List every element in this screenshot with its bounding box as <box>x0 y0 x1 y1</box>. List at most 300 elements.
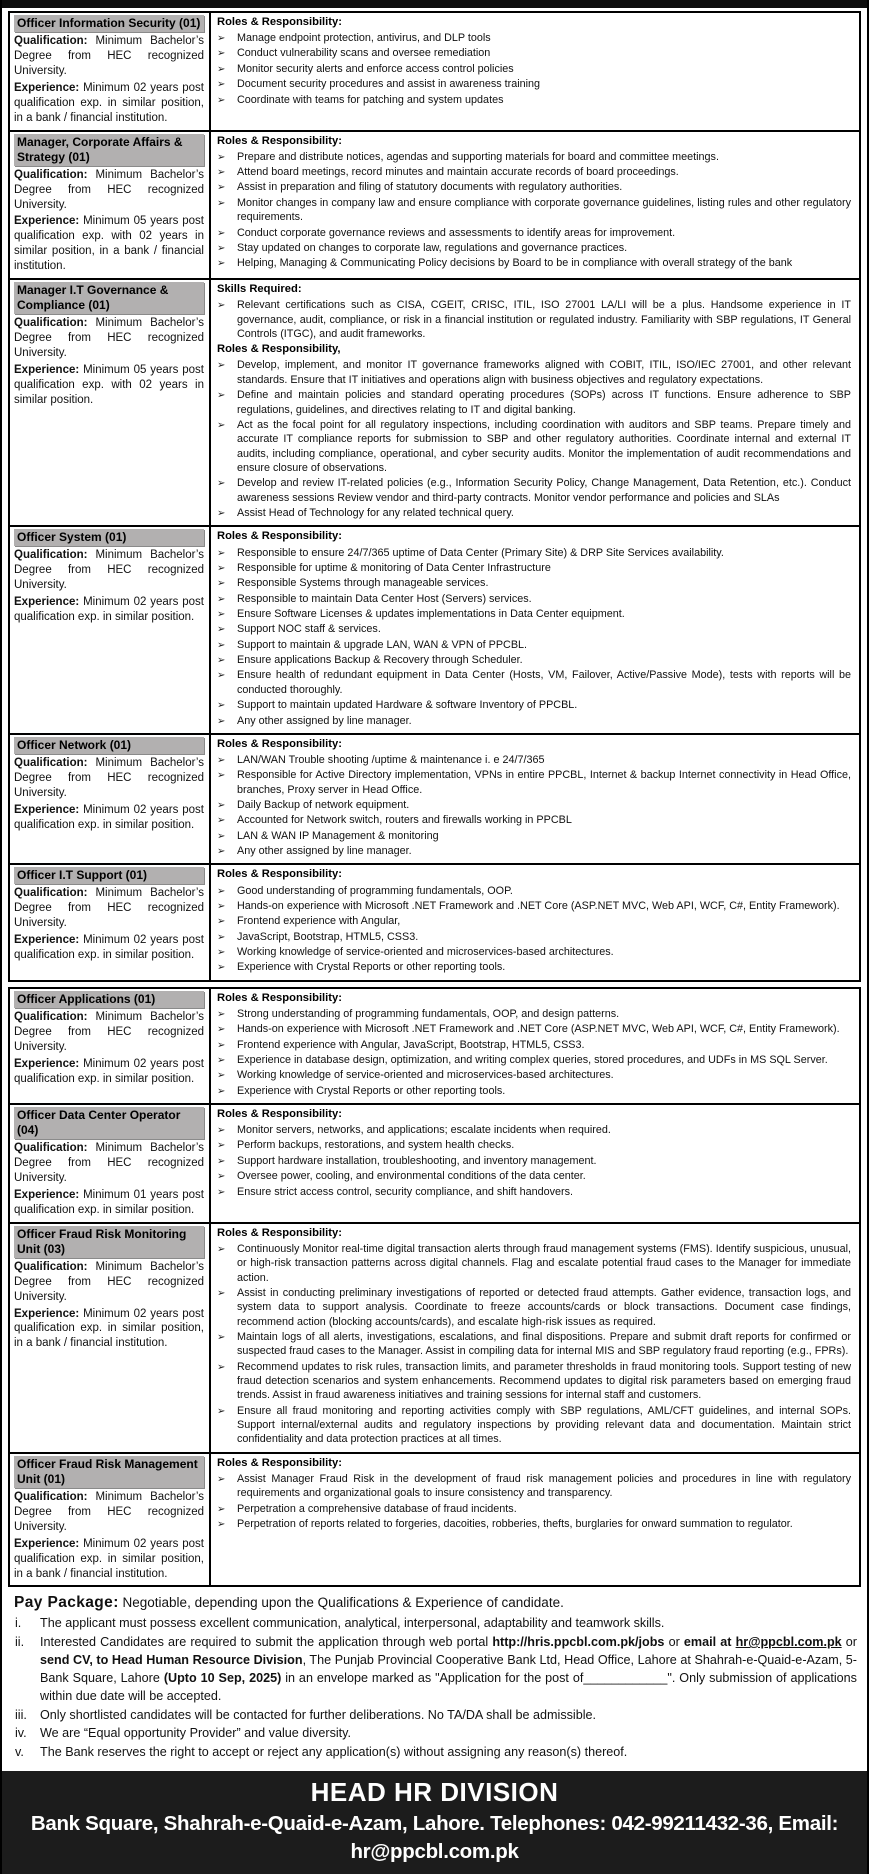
experience-label: Experience: <box>14 803 80 816</box>
bullet-text: Working knowledge of service-oriented and microservices-based architectures. <box>237 1069 614 1082</box>
roles-cell <box>211 1105 859 1222</box>
bullet-text: Ensure health of redundant equipment in Data Center (Hosts, VM, Failover, Active/Passive Mode), tests with reports will be conducted thoroughly. <box>237 669 851 696</box>
arrow-bullet-icon: ➢ <box>217 1155 226 1167</box>
section-heading: Roles & Responsibility: <box>217 1226 342 1239</box>
experience-line <box>14 803 204 833</box>
arrow-bullet-icon: ➢ <box>217 419 226 431</box>
bullet-item <box>217 607 851 621</box>
bullet-item <box>217 506 851 520</box>
bullet-text: Strong understanding of programming fundamentals, OOP, and design patterns. <box>237 1007 620 1020</box>
bullet-item <box>217 62 851 76</box>
bullet-item <box>217 546 851 560</box>
note-ii <box>12 1634 857 1706</box>
arrow-bullet-icon: ➢ <box>217 947 226 959</box>
experience-line <box>14 1057 204 1087</box>
bullet-text: Ensure applications Backup & Recovery through Scheduler. <box>237 654 523 667</box>
position-cell <box>10 1454 211 1586</box>
experience-text: Minimum 02 years post qualification exp. in similar position. <box>14 596 204 624</box>
bullet-item <box>217 945 851 959</box>
bullet-item <box>217 256 851 270</box>
experience-line <box>14 1307 204 1352</box>
bullet-text: Relevant certifications such as CISA, CGEIT, CRISC, ITIL, ISO 27001 LA/LI will be a plus. Handsome experience in IT governance, audit, compliance, or risk in a financial institution or regulated industry. Familiarity with SBP regulations, IT General Controls (ITGC), and audit frameworks. <box>237 299 851 341</box>
bullet-item <box>217 31 851 45</box>
experience-label: Experience: <box>14 1188 80 1201</box>
note-segment: or <box>664 1635 684 1650</box>
arrow-bullet-icon: ➢ <box>217 815 226 827</box>
arrow-bullet-icon: ➢ <box>217 962 226 974</box>
bullet-text: Monitor security alerts and enforce access control policies <box>237 62 514 75</box>
qualification-text: Minimum Bachelor’s Degree from HEC recognized University. <box>14 317 204 360</box>
section-heading: Roles & Responsibility: <box>217 134 342 147</box>
position-cell <box>10 735 211 864</box>
arrow-bullet-icon: ➢ <box>217 639 226 651</box>
arrow-bullet-icon: ➢ <box>217 1125 226 1137</box>
note-segment: in an envelope marked as "Application for the post of____________". Only submission of applications within due date will be accepted. <box>40 1670 857 1703</box>
experience-label: Experience: <box>14 1537 80 1550</box>
arrow-bullet-icon: ➢ <box>217 1361 226 1373</box>
bullet-text: Define and maintain policies and standard operating procedures (SOPs) across IT functions. Ensure adherence to SBP regulations, guidelines, and directives relating to IT and digital banking. <box>237 389 851 416</box>
position-cell <box>10 865 211 979</box>
bullet-item <box>217 698 851 712</box>
bullet-item <box>217 930 851 944</box>
job-table-block-1 <box>8 11 861 982</box>
hr-division-title: HEAD HR DIVISION <box>310 1777 559 1808</box>
bullet-text: Experience with Crystal Reports or other reporting tools. <box>237 961 506 974</box>
qualification-text: Minimum Bachelor’s Degree from HEC recognized University. <box>14 1490 204 1533</box>
bullet-text: Experience with Crystal Reports or other reporting tools. <box>237 1084 506 1097</box>
experience-text: Minimum 02 years post qualification exp. in similar position, in a bank / financial institution. <box>14 1307 204 1350</box>
arrow-bullet-icon: ➢ <box>217 48 226 60</box>
bullet-item <box>217 1360 851 1403</box>
bullet-item <box>217 165 851 179</box>
experience-label: Experience: <box>14 934 80 947</box>
roles-cell <box>211 989 859 1103</box>
bullet-text: Assist Manager Fraud Risk in the development of fraud risk management policies and procedures in line with regulatory requirements and organizational goals to insure consistency and transparency. <box>237 1472 851 1500</box>
arrow-bullet-icon: ➢ <box>217 800 226 812</box>
note-text: The applicant must possess excellent communication, analytical, interpersonal, adaptability and teamwork skills. <box>40 1616 665 1631</box>
bullet-text: Daily Backup of network equipment. <box>237 799 410 812</box>
bullet-text: Responsible to ensure 24/7/365 uptime of Data Center (Primary Site) & DRP Site Services availability. <box>237 546 724 559</box>
qualification-label: Qualification: <box>14 317 88 330</box>
bullet-item <box>217 914 851 928</box>
position-title: Officer Fraud Risk Management Unit (01) <box>14 1456 204 1488</box>
deadline-date: (Upto 10 Sep, 2025) <box>163 1670 282 1685</box>
qualification-label: Qualification: <box>14 887 88 900</box>
bullet-item <box>217 844 851 858</box>
arrow-bullet-icon: ➢ <box>217 151 226 163</box>
arrow-bullet-icon: ➢ <box>217 770 226 782</box>
table-row <box>10 525 859 732</box>
arrow-bullet-icon: ➢ <box>217 390 226 402</box>
note-iv <box>12 1725 857 1743</box>
bullet-item <box>217 576 851 590</box>
bullet-text: Ensure all fraud monitoring and reporting activities comply with SBP regulations, AML/CFT guidelines, and internal SOPs. Support internal/external audits and regulatory inspections by providing relevant data and documentation. Maintain strict confidentiality and data protection practices at all times. <box>237 1404 851 1446</box>
note-segment: email at <box>683 1635 736 1650</box>
bullet-text: Hands-on experience with Microsoft .NET Framework and .NET Core (ASP.NET MVC, Web API, WCF, C#, Entity Framework). <box>237 899 840 912</box>
bullet-item <box>217 241 851 255</box>
arrow-bullet-icon: ➢ <box>217 1085 226 1097</box>
note-text: The Bank reserves the right to accept or reject any application(s) without assigning any reason(s) thereof. <box>40 1745 628 1760</box>
bullet-item <box>217 753 851 767</box>
bullet-text: Attend board meetings, record minutes and maintain accurate records of board proceedings. <box>237 166 679 179</box>
experience-text: Minimum 05 years post qualification exp. with 02 years in similar position, in a bank / financial institution. <box>14 215 204 273</box>
roles-cell <box>211 865 859 979</box>
arrow-bullet-icon: ➢ <box>217 916 226 928</box>
arrow-bullet-icon: ➢ <box>217 593 226 605</box>
note-iii <box>12 1707 857 1725</box>
arrow-bullet-icon: ➢ <box>217 1024 226 1036</box>
bullet-text: Responsible for uptime & monitoring of Data Center Infrastructure <box>237 561 551 574</box>
arrow-bullet-icon: ➢ <box>217 1287 226 1299</box>
arrow-bullet-icon: ➢ <box>217 1405 226 1417</box>
bullet-item <box>217 1242 851 1285</box>
qualification-text: Minimum Bachelor’s Degree from HEC recognized University. <box>14 887 204 930</box>
section-heading: Roles & Responsibility: <box>217 16 342 28</box>
experience-label: Experience: <box>14 596 80 609</box>
position-title: Officer I.T Support (01) <box>14 867 204 884</box>
experience-line <box>14 363 204 408</box>
qualification-line <box>14 1141 204 1186</box>
arrow-bullet-icon: ➢ <box>217 931 226 943</box>
experience-line <box>14 81 204 126</box>
bullet-item <box>217 1472 851 1501</box>
qualification-label: Qualification: <box>14 1142 88 1155</box>
position-title: Officer Applications (01) <box>14 991 204 1008</box>
arrow-bullet-icon: ➢ <box>217 1519 226 1531</box>
arrow-bullet-icon: ➢ <box>217 1473 226 1485</box>
bullet-text: Responsible for Active Directory implementation, VPNs in entire PPCBL, Internet & backup Internet connectivity in Head Office, branches, Proxy server in Head Office. <box>237 769 851 796</box>
arrow-bullet-icon: ➢ <box>217 94 226 106</box>
note-i <box>12 1615 857 1633</box>
position-title: Officer Fraud Risk Monitoring Unit (03) <box>14 1226 204 1258</box>
footer-notes <box>8 1587 861 1768</box>
bullet-item <box>217 768 851 797</box>
bullet-item <box>217 1123 851 1137</box>
section-heading: Skills Required: <box>217 283 302 296</box>
bullet-item <box>217 358 851 387</box>
bullet-item <box>217 1068 851 1082</box>
arrow-bullet-icon: ➢ <box>217 1140 226 1152</box>
bullet-item <box>217 46 851 60</box>
qualification-text: Minimum Bachelor’s Degree from HEC recognized University. <box>14 756 204 799</box>
bullet-text: Develop, implement, and monitor IT governance frameworks aligned with COBIT, ITIL, ISO/IEC 27001, and other relevant standards. Ensure that IT initiatives and operations align with business objectives and regulatory expectations. <box>237 359 851 386</box>
arrow-bullet-icon: ➢ <box>217 258 226 270</box>
experience-text: Minimum 02 years post qualification exp. in similar position. <box>14 1057 204 1085</box>
arrow-bullet-icon: ➢ <box>217 33 226 45</box>
bullet-item <box>217 1286 851 1329</box>
arrow-bullet-icon: ➢ <box>217 1186 226 1198</box>
section-heading: Roles & Responsibility, <box>217 343 341 356</box>
bullet-item <box>217 476 851 505</box>
position-cell <box>10 527 211 732</box>
bullet-item <box>217 960 851 974</box>
arrow-bullet-icon: ➢ <box>217 300 226 312</box>
bullet-item <box>217 714 851 728</box>
bullet-item <box>217 388 851 417</box>
bullet-text: Continuously Monitor real-time digital transaction alerts through fraud management systems (FMS). Identify suspicious, unusual, or high-risk transaction patterns across digital channels. Flag and escalate potential fraud cases to the Manager for immediate action. <box>237 1242 851 1284</box>
bullet-text: Helping, Managing & Communicating Policy decisions by Board to be in compliance with overall strategy of the bank <box>237 257 793 270</box>
bullet-item <box>217 668 851 697</box>
experience-line <box>14 1188 204 1218</box>
arrow-bullet-icon: ➢ <box>217 227 226 239</box>
pay-package-line <box>14 1592 857 1614</box>
bullet-text: Assist in conducting preliminary investigations of reported or detected fraud attempts. Gather evidence, transaction logs, and system data to support analysis. Coordinate to freeze accounts/cards or block transactions. Document case findings, recommend action (blocking accounts/cards), and escalate high-risk issues as required. <box>237 1286 851 1328</box>
roles-cell <box>211 735 859 864</box>
note-segment: Interested Candidates are required to submit the application through web portal <box>40 1635 493 1650</box>
bullet-text: Any other assigned by line manager. <box>237 845 412 858</box>
bullet-text: Working knowledge of service-oriented and microservices-based architectures. <box>237 946 614 959</box>
experience-label: Experience: <box>14 364 80 376</box>
table-row <box>10 733 859 864</box>
note-number: v. <box>15 1745 24 1760</box>
bullet-text: Accounted for Network switch, routers and firewalls working in PPCBL <box>237 814 572 827</box>
bullet-text: Act as the focal point for all regulatory inspections, including coordination with auditors and SBP teams. Prepare timely and accurate IT compliance reports for submission to SBP and other regulatory authorities. Coordinate internal and external IT audits, including compliance, operational, and cyber security audits. Monitor the implementation of audit recommendations and ensure closure of observations. <box>237 418 851 474</box>
ad-content <box>2 8 867 1768</box>
position-cell <box>10 132 211 279</box>
arrow-bullet-icon: ➢ <box>217 900 226 912</box>
qualification-line <box>14 168 204 213</box>
bullet-item <box>217 196 851 225</box>
bullet-item <box>217 93 851 107</box>
bullet-item <box>217 1007 851 1021</box>
note-v <box>12 1744 857 1762</box>
bullet-item <box>217 1330 851 1359</box>
qualification-text: Minimum Bachelor’s Degree from HEC recognized University. <box>14 1010 204 1053</box>
arrow-bullet-icon: ➢ <box>217 1008 226 1020</box>
qualification-line <box>14 886 204 931</box>
bullet-text: LAN/WAN Trouble shooting /uptime & maintenance i. e 24/7/365 <box>237 753 545 766</box>
note-segment: or <box>841 1635 857 1650</box>
qualification-label: Qualification: <box>14 1260 88 1273</box>
arrow-bullet-icon: ➢ <box>217 197 226 209</box>
bullet-item <box>217 1022 851 1036</box>
bullet-text: Responsible to maintain Data Center Host (Servers) services. <box>237 592 532 605</box>
bullet-item <box>217 1038 851 1052</box>
experience-label: Experience: <box>14 215 80 228</box>
qualification-line <box>14 34 204 79</box>
experience-label: Experience: <box>14 1057 80 1070</box>
position-title: Manager, Corporate Affairs & Strategy (01) <box>14 134 204 166</box>
qualification-label: Qualification: <box>14 756 88 769</box>
bullet-text: Support NOC staff & services. <box>237 623 381 636</box>
bullet-text: Coordinate with teams for patching and system updates <box>237 93 504 106</box>
note-segment: send CV, to Head Human Resource Division <box>40 1652 303 1667</box>
bullet-text: Responsible Systems through manageable services. <box>237 577 489 590</box>
note-number: i. <box>15 1616 22 1631</box>
note-number: iii. <box>15 1707 27 1722</box>
experience-line <box>14 214 204 274</box>
bullet-text: Maintain logs of all alerts, investigations, escalations, and final dispositions. Prepare and submit draft reports for confirmed or suspected fraud cases to the Manager. Assist in compiling data for internal MIS and SBP regulatory fraud reporting (e.g., FPRs). <box>237 1330 851 1358</box>
pay-package-text: Negotiable, depending upon the Qualifications & Experience of candidate. <box>118 1595 564 1611</box>
bullet-text: Recommend updates to risk rules, transaction limits, and parameter thresholds in fraud monitoring tools. Support testing of new fraud detection scenarios and system enhancements. Recommend updates to digital risk parameters based on emerging fraud trends. Assist in fraud awareness initiatives and training sessions for internal staff and customers. <box>237 1360 851 1402</box>
bullet-text: LAN & WAN IP Management & monitoring <box>237 829 439 842</box>
hr-email: hr@ppcbl.com.pk <box>735 1635 842 1650</box>
experience-label: Experience: <box>14 1307 80 1320</box>
qualification-label: Qualification: <box>14 1490 88 1503</box>
qualification-line <box>14 1260 204 1305</box>
arrow-bullet-icon: ➢ <box>217 670 226 682</box>
table-row <box>10 989 859 1103</box>
job-table-block-2 <box>8 987 861 1588</box>
bullet-item <box>217 226 851 240</box>
position-title: Officer Data Center Operator (04) <box>14 1107 204 1139</box>
experience-text: Minimum 01 years post qualification exp. in similar position. <box>14 1188 204 1216</box>
table-row <box>10 13 859 130</box>
bullet-item <box>217 638 851 652</box>
bullet-text: Hands-on experience with Microsoft .NET Framework and .NET Core (ASP.NET MVC, Web API, WCF, C#, Entity Framework). <box>237 1023 840 1036</box>
qualification-line <box>14 1490 204 1535</box>
arrow-bullet-icon: ➢ <box>217 1070 226 1082</box>
arrow-bullet-icon: ➢ <box>217 182 226 194</box>
arrow-bullet-icon: ➢ <box>217 1243 226 1255</box>
bullet-text: Support hardware installation, troubleshooting, and inventory management. <box>237 1154 597 1167</box>
arrow-bullet-icon: ➢ <box>217 608 226 620</box>
arrow-bullet-icon: ➢ <box>217 360 226 372</box>
bullet-text: Frontend experience with Angular, <box>237 915 401 928</box>
bullet-text: Frontend experience with Angular, JavaScript, Bootstrap, HTML5, CSS3. <box>237 1038 585 1051</box>
section-heading: Roles & Responsibility: <box>217 1108 342 1121</box>
bullet-item <box>217 1053 851 1067</box>
roles-cell <box>211 1454 859 1586</box>
qualification-label: Qualification: <box>14 35 88 47</box>
bullet-item <box>217 899 851 913</box>
section-heading: Roles & Responsibility: <box>217 530 342 543</box>
bullet-text: Assist Head of Technology for any related technical query. <box>237 507 514 520</box>
position-title: Officer Network (01) <box>14 737 204 754</box>
pay-package-label: Pay Package: <box>14 1594 119 1612</box>
arrow-bullet-icon: ➢ <box>217 478 226 490</box>
experience-label: Experience: <box>14 81 80 94</box>
position-cell <box>10 13 211 130</box>
bullet-item <box>217 1502 851 1516</box>
roles-cell <box>211 527 859 732</box>
table-row <box>10 1222 859 1452</box>
bullet-text: Support to maintain & upgrade LAN, WAN & VPN of PPCBL. <box>237 638 528 651</box>
arrow-bullet-icon: ➢ <box>217 63 226 75</box>
roles-cell <box>211 13 859 130</box>
qualification-text: Minimum Bachelor’s Degree from HEC recognized University. <box>14 549 204 592</box>
section-heading: Roles & Responsibility: <box>217 991 342 1004</box>
bullet-item <box>217 1084 851 1098</box>
roles-cell <box>211 1224 859 1452</box>
qualification-text: Minimum Bachelor’s Degree from HEC recognized University. <box>14 35 204 77</box>
arrow-bullet-icon: ➢ <box>217 1331 226 1343</box>
table-row <box>10 1103 859 1222</box>
qualification-label: Qualification: <box>14 168 88 181</box>
bullet-text: JavaScript, Bootstrap, HTML5, CSS3. <box>237 930 419 943</box>
qualification-line <box>14 548 204 593</box>
qualification-line <box>14 316 204 361</box>
bullet-text: Good understanding of programming fundamentals, OOP. <box>237 884 513 897</box>
qualification-line <box>14 1010 204 1055</box>
section-heading: Roles & Responsibility: <box>217 1456 342 1469</box>
arrow-bullet-icon: ➢ <box>217 562 226 574</box>
bullet-item <box>217 180 851 194</box>
bullet-text: Perpetration a comprehensive database of fraud incidents. <box>237 1502 517 1515</box>
bullet-item <box>217 884 851 898</box>
position-title: Officer Information Security (01) <box>14 15 204 32</box>
note-text: Only shortlisted candidates will be contacted for further deliberations. No TA/DA shall be admissible. <box>40 1707 597 1722</box>
experience-text: Minimum 02 years post qualification exp. in similar position. <box>14 934 204 962</box>
section-heading: Roles & Responsibility: <box>217 868 342 881</box>
arrow-bullet-icon: ➢ <box>217 754 226 766</box>
arrow-bullet-icon: ➢ <box>217 715 226 727</box>
note-number: iv. <box>15 1726 27 1741</box>
arrow-bullet-icon: ➢ <box>217 242 226 254</box>
bullet-item <box>217 653 851 667</box>
hr-division-contact: Bank Square, Shahrah-e-Quaid-e-Azam, Lahore. Telephones: 042-99211432-36, Email: hr@ppcbl.com.pk <box>30 1811 839 1863</box>
bullet-text: Monitor changes in company law and ensure compliance with corporate governance guidelines, listing rules and other regulatory requirements. <box>237 196 851 224</box>
bullet-item <box>217 1185 851 1199</box>
bullet-item <box>217 150 851 164</box>
top-border-bar <box>2 0 867 8</box>
bullet-item <box>217 561 851 575</box>
bullet-item <box>217 1517 851 1531</box>
arrow-bullet-icon: ➢ <box>217 885 226 897</box>
experience-text: Minimum 05 years post qualification exp. with 02 years in similar position. <box>14 364 204 406</box>
table-row <box>10 278 859 525</box>
arrow-bullet-icon: ➢ <box>217 167 226 179</box>
bullet-text: Prepare and distribute notices, agendas and supporting materials for board and committee meetings. <box>237 150 719 163</box>
bullet-item <box>217 418 851 475</box>
bullet-text: Monitor servers, networks, and applications; escalate incidents when required. <box>237 1124 611 1137</box>
section-heading: Roles & Responsibility: <box>217 737 342 750</box>
bullet-text: Document security procedures and assist in awareness training <box>237 78 541 91</box>
bullet-text: Perform backups, restorations, and system health checks. <box>237 1139 515 1152</box>
bullet-text: Assist in preparation and filing of statutory documents with regulatory authorities. <box>237 181 623 194</box>
bullet-text: Experience in database design, optimization, and writing complex queries, stored procedures, and UDFs in MS SQL Server. <box>237 1053 828 1066</box>
arrow-bullet-icon: ➢ <box>217 547 226 559</box>
note-text: We are “Equal opportunity Provider” and value diversity. <box>40 1726 352 1741</box>
qualification-text: Minimum Bachelor’s Degree from HEC recognized University. <box>14 168 204 211</box>
experience-line <box>14 933 204 963</box>
hr-division-bar <box>2 1771 867 1874</box>
note-segment: , The Punjab Provincial Cooperative Bank Ltd, Head Office, Lahore at Shahrah-e-Quaid-e-Azam, 5-Bank Square, Lahore <box>40 1652 857 1685</box>
arrow-bullet-icon: ➢ <box>217 1171 226 1183</box>
bullet-item <box>217 1169 851 1183</box>
experience-line <box>14 595 204 625</box>
position-cell <box>10 989 211 1103</box>
qualification-line <box>14 756 204 801</box>
bullet-text: Develop and review IT-related policies (e.g., Information Security Policy, Change Management, Data Retention, etc.). Conduct awareness sessions Review vendor and third-party contracts. Monitor vendor performance and policies and SLAs <box>237 477 851 504</box>
experience-line <box>14 1537 204 1582</box>
position-title: Officer System (01) <box>14 529 204 546</box>
arrow-bullet-icon: ➢ <box>217 578 226 590</box>
bullet-item <box>217 592 851 606</box>
qualification-label: Qualification: <box>14 549 88 562</box>
bullet-text: Ensure Software Licenses & updates implementations in Data Center equipment. <box>237 607 625 620</box>
bullet-text: Manage endpoint protection, antivirus, and DLP tools <box>237 32 491 45</box>
web-portal-url: http://hris.ppcbl.com.pk/jobs <box>492 1635 665 1650</box>
qualification-text: Minimum Bachelor’s Degree from HEC recognized University. <box>14 1260 204 1303</box>
bullet-item <box>217 798 851 812</box>
position-cell <box>10 1224 211 1452</box>
qualification-label: Qualification: <box>14 1010 88 1023</box>
bullet-item <box>217 298 851 341</box>
bullet-item <box>217 829 851 843</box>
arrow-bullet-icon: ➢ <box>217 1503 226 1515</box>
arrow-bullet-icon: ➢ <box>217 1054 226 1066</box>
experience-text: Minimum 02 years post qualification exp. in similar position, in a bank / financial institution. <box>14 81 204 124</box>
table-row <box>10 1452 859 1586</box>
bullet-text: Conduct vulnerability scans and oversee remediation <box>237 47 491 60</box>
position-cell <box>10 1105 211 1222</box>
bullet-text: Oversee power, cooling, and environmental conditions of the data center. <box>237 1170 586 1183</box>
experience-text: Minimum 02 years post qualification exp. in similar position. <box>14 803 204 831</box>
bullet-text: Ensure strict access control, security compliance, and shift handovers. <box>237 1185 574 1198</box>
arrow-bullet-icon: ➢ <box>217 830 226 842</box>
bullet-text: Perpetration of reports related to forgeries, dacoities, robberies, thefts, burglaries for onward summation to regulator. <box>237 1518 793 1531</box>
